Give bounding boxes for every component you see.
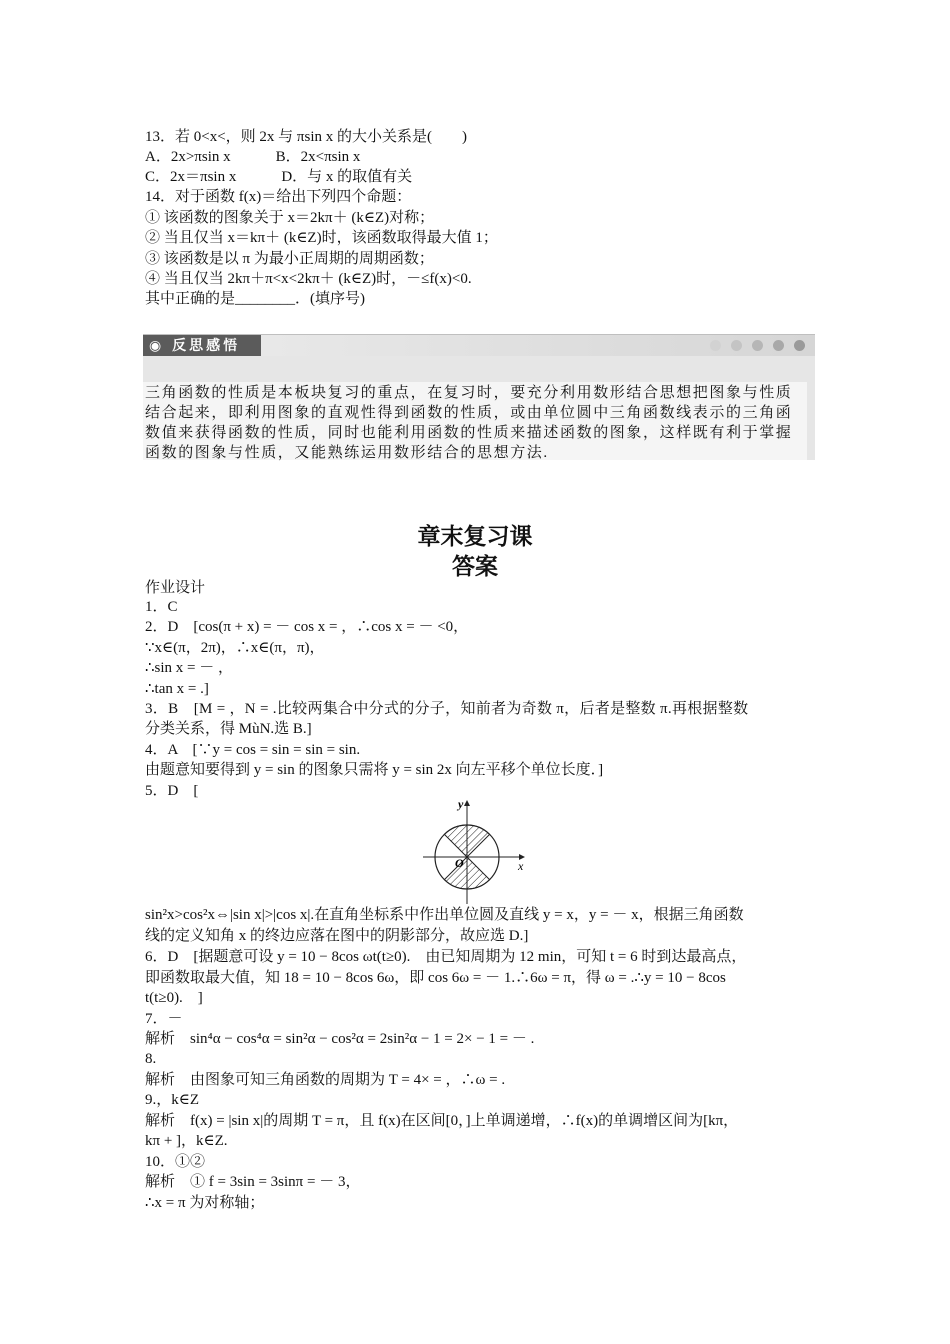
answer-3: 3．B [M = ，N = .比较两集合中分式的分子，知前者为奇数 π，后者是整数 π.再根据整数 <box>145 701 749 717</box>
answer-2-line-3: ∴sin x = － ， <box>145 660 234 676</box>
question-13-options-ab: A．2x>πsin x B．2x<πsin x <box>145 149 361 165</box>
answer-3-line-2: 分类关系，得 MùN.选 B.] <box>145 721 312 737</box>
answer-2: 2．D [cos(π + x) = － cos x = ，∴cos x = － <0， <box>145 619 469 635</box>
y-axis-arrow <box>464 800 470 806</box>
answer-9-analysis-line-2: kπ + ]，k∈Z. <box>145 1133 228 1149</box>
answer-5-line-3: 线的定义知角 x 的终边应落在图中的阴影部分，故应选 D.] <box>145 928 529 944</box>
answer-7-analysis: 解析 sin⁴α − cos⁴α = sin²α − cos²α = 2sin²α − 1 = 2× − 1 = － . <box>145 1031 535 1047</box>
question-14-item-1: ① 该函数的图象关于 x＝2kπ＋ (k∈Z)对称； <box>145 210 435 226</box>
answer-10: 10．①② <box>145 1154 206 1170</box>
question-14-item-2: ② 当且仅当 x＝kπ＋ (k∈Z)时，该函数取得最大值 1； <box>145 230 498 246</box>
question-14-item-4: ④ 当且仅当 2kπ＋π<x<2kπ＋ (k∈Z)时，－≤f(x)<0. <box>145 271 472 287</box>
question-14: 14．对于函数 f(x)＝给出下列四个命题： <box>145 189 412 205</box>
answer-10-analysis-line-2: ∴x = π 为对称轴； <box>145 1195 265 1211</box>
banner-dots <box>710 340 805 351</box>
answer-6-line-2: 即函数取最大值，知 18 = 10 − 8cos 6ω，即 cos 6ω = － 1.∴6ω = π，得 ω = .∴y = 10 − 8cos <box>145 970 726 986</box>
answers-section-heading: 作业设计 <box>145 580 206 596</box>
answer-6-line-3: t(t≥0). ] <box>145 990 203 1006</box>
answer-5: 5．D [ <box>145 783 199 799</box>
answer-9: 9.，k∈Z <box>145 1092 200 1108</box>
question-14-item-3: ③ 该函数是以 π 为最小正周期的周期函数； <box>145 251 434 267</box>
origin-label: O <box>455 856 464 870</box>
answer-4-line-2: 由题意知要得到 y = sin 的图象只需将 y = sin 2x 向左平移个单位长度．] <box>145 762 604 778</box>
answer-9-analysis: 解析 f(x) = |sin x|的周期 T = π，且 f(x)在区间[0，]上单调递增，∴f(x)的单调增区间为[kπ， <box>145 1113 739 1129</box>
answer-4: 4．A [∵y = cos = sin = sin = sin. <box>145 742 361 758</box>
reflection-line: 函数的图象与性质，又能熟练运用数形结合的思想方法. <box>145 445 549 461</box>
answers-title: 答案 <box>452 554 498 580</box>
x-axis-label: x <box>518 859 524 873</box>
answer-2-line-4: ∴tan x = .] <box>145 681 209 697</box>
decoration-dot <box>710 340 721 351</box>
question-13-options-cd: C．2x＝πsin x D．与 x 的取值有关 <box>145 169 413 185</box>
question-13: 13．若 0<x<，则 2x 与 πsin x 的大小关系是( ) <box>145 129 467 145</box>
answer-6: 6．D [据题意可设 y = 10 − 8cos ωt(t≥0). 由已知周期为 12 min，可知 t = 6 时到达最高点， <box>145 949 747 965</box>
y-axis-label: y <box>458 797 464 811</box>
decoration-dot <box>773 340 784 351</box>
answer-2-line-2: ∵x∈(π，2π)，∴x∈(π，π)， <box>145 640 325 656</box>
reflection-line: 结合起来，即利用图象的直观性得到函数的性质，或由单位圆中三角函数线表示的三角函 <box>145 405 793 421</box>
decoration-dot <box>794 340 805 351</box>
answer-7: 7．－ <box>145 1011 183 1027</box>
reflection-line: 三角函数的性质是本板块复习的重点，在复习时，要充分利用数形结合思想把图象与性质 <box>145 385 793 401</box>
reflection-banner-label: ◉ 反思感悟 <box>143 335 261 357</box>
decoration-dot <box>731 340 742 351</box>
question-14-prompt: 其中正确的是________．(填序号) <box>145 291 365 307</box>
answer-1: 1．C <box>145 599 178 615</box>
reflection-line: 数值来获得函数的性质，同时也能利用函数的性质来描述函数的图象，这样既有利于掌握 <box>145 425 793 441</box>
chapter-title: 章末复习课 <box>417 524 533 550</box>
reflection-banner <box>143 334 815 357</box>
decoration-dot <box>752 340 763 351</box>
answer-10-analysis: 解析 ① f = 3sin = 3sinπ = － 3， <box>145 1174 361 1190</box>
answer-5-line-2: sin²x>cos²x⇔|sin x|>|cos x|.在直角坐标系中作出单位圆及直线 y = x，y = － x，根据三角函数 <box>145 907 744 923</box>
unit-circle-figure <box>415 792 535 907</box>
answer-8-analysis: 解析 由图象可知三角函数的周期为 T = 4× = ，∴ω = . <box>145 1072 506 1088</box>
answer-8: 8. <box>145 1051 157 1067</box>
